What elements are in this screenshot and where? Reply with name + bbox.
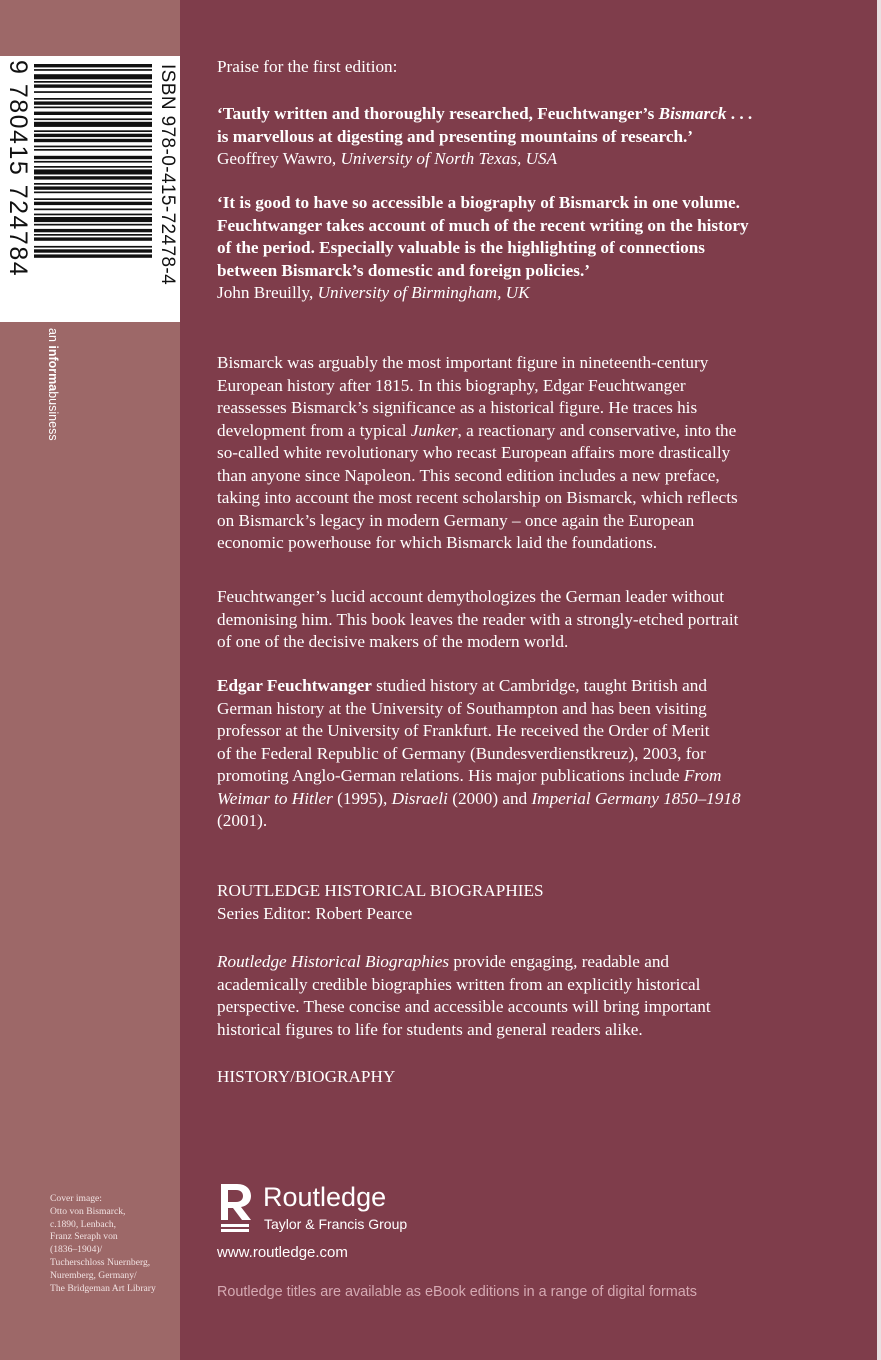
barcode-bar [34,112,152,115]
description-term: Junker [410,420,458,440]
description-line: on Bismarck’s legacy in modern Germany – once again the European [217,510,695,530]
category-text: HISTORY/BIOGRAPHY [217,1067,396,1086]
praise-heading-text: Praise for the first edition: [217,57,398,76]
publication-title: Weimar to Hitler [217,788,333,808]
praise-heading [217,56,837,79]
quote-attribution [217,282,837,305]
routledge-r-icon [217,1180,253,1236]
author-name: Edgar Feuchtwanger [217,676,372,695]
praise-quote-1 [217,103,837,171]
publisher-name: Routledge [263,1182,387,1212]
quote-line: between Bismarck’s domestic and foreign policies.’ [217,260,591,280]
reviewer-affiliation: University of North Texas, USA [340,149,558,168]
barcode-bar [34,130,152,132]
quote-line: is marvellous at digesting and presenting mountains of research.’ [217,126,694,146]
barcode-bar [34,198,152,200]
credit-line: (1836–1904)/ [50,1244,103,1256]
barcode-bar [34,169,152,174]
bio-line [217,675,837,698]
series-description [217,951,837,1041]
quote-line: Feuchtwanger takes account of much of the recent writing on the history [217,215,749,235]
description-line: reassesses Bismarck’s significance as a historical figure. He traces his [217,398,698,417]
barcode-bar [34,192,152,194]
publisher-website: www.routledge.com [217,1244,348,1261]
series-line: academically credible biographies written from an explicitly historical [217,974,701,994]
description-text: development from a typical [217,420,411,440]
tag-prefix: an [46,328,60,346]
barcode-bar [34,64,152,67]
subject-category [217,1066,837,1089]
description-text: , a reactionary and conservative, into the [457,420,737,440]
quote-book-title: Bismarck [658,104,727,123]
bio-line: of the Federal Republic of Germany (Bundesverdienstkreuz), 2003, for [217,743,706,763]
barcode-bar [34,91,152,93]
description-line: European history after 1815. In this biography, Edgar Feuchtwanger [217,375,686,395]
series-text: provide engaging, readable and [449,952,670,971]
quote-line: of the period. Especially valuable is the highlighting of connections [217,238,705,257]
ebook-note: Routledge titles are available as eBook editions in a range of digital formats [217,1284,697,1300]
barcode-bar [34,149,152,151]
barcode-bar [34,249,152,252]
series-line [217,951,837,974]
description-line: so-called white revolutionary who recast European affairs more drastically [217,443,731,462]
credit-line: Franz Seraph von [50,1231,118,1243]
barcode-bars [34,64,152,314]
description-line [217,420,837,443]
barcode-bar [34,69,152,71]
barcode-bar [34,186,152,189]
isbn-label: ISBN 978-0-415-72478-4 [157,64,178,286]
quote-text: ‘Tautly written and thoroughly researched, Feuchtwanger’s [217,104,659,123]
reviewer-affiliation: University of Birmingham, UK [317,283,530,302]
credit-line: Cover image: [50,1193,102,1204]
quote-attribution [217,148,837,171]
barcode-bar [34,156,152,159]
publication-title: Disraeli [391,788,448,808]
bio-line: German history at the University of Southampton and has been visiting [217,698,707,718]
publication-title: Imperial Germany 1850–1918 [531,788,741,808]
reviewer-name: Geoffrey Wawro, [217,149,341,168]
barcode-bar [34,166,152,168]
description-line: of one of the decisive makers of the modern world. [217,632,569,651]
barcode-bar [34,146,152,148]
description-line: Bismarck was arguably the most important figure in nineteenth-century [217,353,709,372]
bio-text: promoting Anglo-German relations. His major publications include [217,766,684,785]
barcode-bar [34,224,152,226]
bio-text: studied history at Cambridge, taught British and [371,676,707,695]
barcode-bar [34,122,152,127]
barcode-bar [34,118,152,120]
barcode-bar [34,209,152,211]
tag-brand: informa [46,345,60,392]
publisher-group: Taylor & Francis Group [264,1216,408,1232]
page-edge [877,0,881,1360]
barcode-bar [34,81,152,83]
barcode-bar [34,74,152,79]
publication-title: From [683,766,722,785]
description-line: taking into account the most recent scholarship on Bismarck, which reflects [217,488,738,507]
cover-image-credit [50,1193,178,1295]
reviewer-name: John Breuilly, [217,283,318,302]
barcode-block [0,56,180,322]
series-line: historical figures to life for students and general readers alike. [217,1019,643,1039]
author-bio [217,675,837,833]
description-line: demonising him. This book leaves the reader with a strongly-etched portrait [217,609,739,629]
credit-line: Otto von Bismarck, [50,1205,126,1217]
description-line: economic powerhouse for which Bismarck laid the foundations. [217,533,658,552]
barcode-bar [34,237,152,240]
barcode-bar [34,254,152,257]
bio-text: (1995), [332,788,392,808]
credit-line: The Bridgeman Art Library [50,1282,156,1294]
description-line: than anyone since Napoleon. This second edition includes a new preface, [217,465,720,485]
barcode-bar [34,84,152,87]
series-line: perspective. These concise and accessible accounts will bring important [217,997,711,1016]
routledge-logo [217,1180,447,1240]
quote-line: ‘It is good to have so accessible a biography of Bismarck in one volume. [217,193,740,212]
bio-line: (2001). [217,811,268,830]
barcode-bar [34,98,152,100]
barcode-bar [34,101,152,104]
barcode-rotated [0,56,180,322]
barcode-bar [34,139,152,142]
book-description-2 [217,586,837,654]
description-line: Feuchtwanger’s lucid account demythologizes the German leader without [217,587,725,606]
barcode-bar [34,229,152,232]
barcode-bar [34,183,152,185]
barcode-bar [34,214,152,216]
barcode-digits: 9 780415 724784 [4,60,32,278]
series-title: ROUTLEDGE HISTORICAL BIOGRAPHIES [217,881,544,900]
quote-text: . . . [726,104,753,123]
barcode-bar [34,134,152,137]
book-description [217,352,837,555]
barcode-bar [34,176,152,179]
bio-line [217,788,837,811]
series-editor: Series Editor: Robert Pearce [217,903,413,923]
bio-line [217,765,837,788]
bio-text: (2000) and [447,788,532,808]
credit-line: Nuremberg, Germany/ [50,1269,137,1281]
barcode-bar [34,217,152,222]
barcode-bar [34,107,152,109]
informa-business-tag [46,328,60,441]
praise-quote-2 [217,192,837,305]
series-info [217,880,837,925]
tag-suffix: business [46,391,60,441]
credit-line: c.1890, Lenbach, [50,1218,117,1230]
series-name: Routledge Historical Biographies [217,952,450,971]
credit-line: Tucherschloss Nuernberg, [50,1256,151,1268]
quote-line [217,103,837,126]
barcode-bar [34,234,152,236]
bio-line: professor at the University of Frankfurt. He received the Order of Merit [217,721,710,740]
barcode-bar [34,202,152,205]
barcode-bar [34,161,152,163]
barcode-bar [34,246,152,248]
